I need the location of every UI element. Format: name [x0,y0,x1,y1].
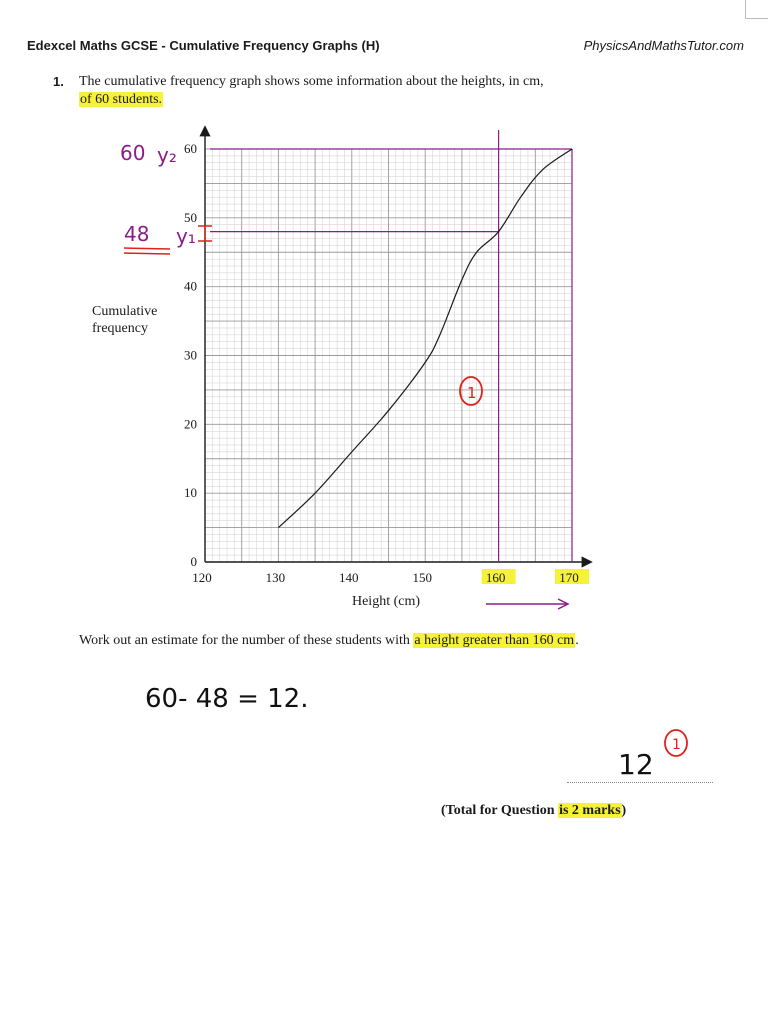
underline-48-b [124,253,170,254]
source-label: PhysicsAndMathsTutor.com [583,38,744,53]
question-text-line2: of 60 students. [80,92,163,107]
x-tick-label: 150 [412,570,432,585]
mark-1-digit: 1 [467,384,477,402]
annotation-y1-label: y₁ [176,224,196,248]
document-title: Edexcel Maths GCSE - Cumulative Frequency Graphs (H) [27,38,380,53]
question-number: 1. [53,74,64,89]
annotation-y2-label: y₂ [157,143,177,167]
prompt-text: Work out an estimate for the number of these students with [79,633,414,648]
x-tick-label: 170 [559,570,579,585]
x-tick-label: 120 [192,570,212,585]
annotation-y2-value: 60 [120,141,146,165]
total-marks [441,803,626,819]
error-bar-mark [198,226,212,241]
x-axis-label: Height (cm) [351,594,421,609]
x-tick-label: 140 [339,570,359,585]
range-arrow [486,599,568,609]
tick-labels [184,141,589,585]
axes [205,128,590,562]
y-axis-label-line2: frequency [92,321,148,336]
total-end: ) [621,803,627,818]
answer-line [567,782,713,783]
y-tick-label: 10 [184,485,197,501]
y-tick-label: 20 [184,416,197,432]
x-tick-label: 160 [485,570,506,585]
y-axis-label-line1: Cumulative [92,304,158,319]
prompt-end: . [575,633,579,648]
x-tick-label: 130 [265,570,286,585]
total-text: (Total for Question [441,803,559,818]
y-tick-label: 60 [184,141,197,156]
y-tick-label: 50 [184,209,197,225]
underline-48-a [124,248,170,249]
y-tick-label: 40 [184,278,197,294]
y-tick-label: 0 [190,554,197,569]
total-highlight: is 2 marks [559,803,621,818]
y-tick-label: 30 [184,347,197,363]
purple-guide-lines [210,130,572,562]
prompt-highlight: a height greater than 160 cm [414,633,575,648]
working-handwriting: 60- 48 = 12. [145,684,309,714]
mark-2-digit: 1 [672,737,681,753]
question-text-line1: The cumulative frequency graph shows some information about the heights, in cm, [79,74,544,89]
answer-handwriting: 12 [618,748,654,781]
annotation-y1-value: 48 [124,222,150,246]
question-prompt [79,633,579,649]
